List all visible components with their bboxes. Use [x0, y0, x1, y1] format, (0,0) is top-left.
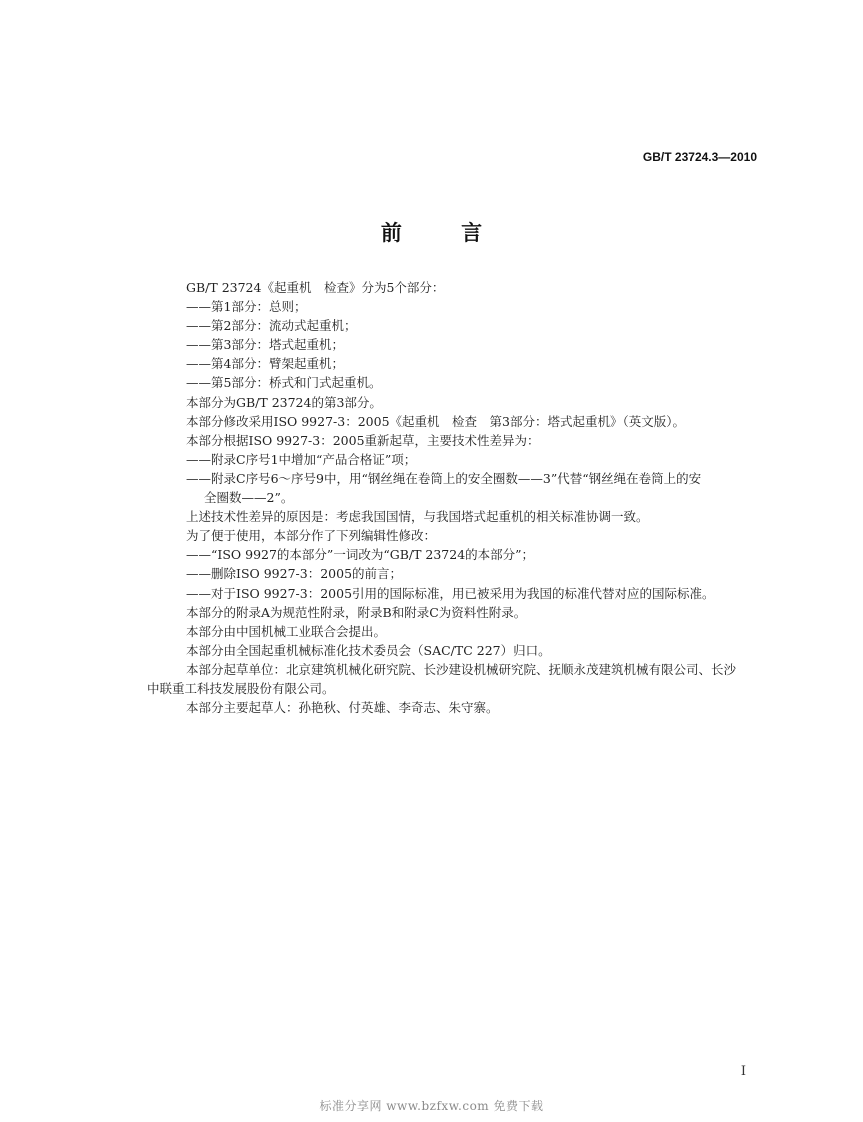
paragraph-annexes: 本部分的附录A为规范性附录，附录B和附录C为资料性附录。: [186, 604, 527, 620]
paragraph-adoption: 本部分修改采用ISO 9927-3：2005《起重机 检查 第3部分：塔式起重机》（英文版）。: [186, 413, 685, 429]
paragraph-proposed-by: 本部分由中国机械工业联合会提出。: [186, 623, 387, 639]
list-item-difference-1: ——附录C序号1中增加“产品合格证”项；: [186, 451, 417, 467]
paragraph-parts-intro: GB/T 23724《起重机 检查》分为5个部分：: [186, 280, 445, 295]
paragraph-difference-reason: 上述技术性差异的原因是：考虑我国国情，与我国塔式起重机的相关标准协调一致。: [186, 509, 649, 525]
list-item-part-5: ——第5部分：桥式和门式起重机。: [186, 375, 382, 391]
list-item-part-4: ——第4部分：臂架起重机；: [186, 356, 344, 372]
list-item-part-1: ——第1部分：总则；: [186, 299, 307, 315]
list-item-editorial-3: ——对于ISO 9927-3：2005引用的国际标准，用已被采用为我国的标准代替对应的国际标准。: [186, 585, 715, 601]
paragraph-drafting-units-continued: 中联重工科技发展股份有限公司。: [147, 680, 335, 696]
paragraph-editorial-intro: 为了便于使用，本部分作了下列编辑性修改：: [186, 528, 437, 544]
foreword-body: [147, 278, 773, 717]
page-number: I: [740, 1064, 746, 1079]
list-item-difference-2: ——附录C序号6～序号9中，用“钢丝绳在卷筒上的安全圈数——3”代替“钢丝绳在卷筒上的安: [186, 470, 702, 486]
list-item-part-2: ——第2部分：流动式起重机；: [186, 318, 357, 334]
paragraph-this-part: 本部分为GB/T 23724的第3部分。: [186, 394, 382, 410]
document-code: GB/T 23724.3—2010: [642, 150, 757, 164]
paragraph-drafting-units: 本部分起草单位：北京建筑机械化研究院、长沙建设机械研究院、抚顺永茂建筑机械有限公司、长沙: [186, 661, 737, 677]
paragraph-drafters: 本部分主要起草人：孙艳秋、付英雄、李奇志、朱守寨。: [186, 700, 499, 716]
list-item-difference-2-continued: 全圈数——2”。: [204, 490, 294, 506]
paragraph-centralized-by: 本部分由全国起重机械标准化技术委员会（SAC/TC 227）归口。: [186, 642, 551, 658]
list-item-part-3: ——第3部分：塔式起重机；: [186, 337, 344, 353]
watermark-text: 标准分享网 www.bzfxw.com 免费下载: [319, 1099, 544, 1113]
list-item-editorial-2: ——删除ISO 9927-3：2005的前言；: [186, 566, 403, 582]
list-item-editorial-1: ——“ISO 9927的本部分”一词改为“GB/T 23724的本部分”；: [186, 547, 535, 563]
paragraph-differences-intro: 本部分根据ISO 9927-3：2005重新起草，主要技术性差异为：: [186, 432, 540, 448]
page-title: 前 言: [380, 221, 509, 245]
